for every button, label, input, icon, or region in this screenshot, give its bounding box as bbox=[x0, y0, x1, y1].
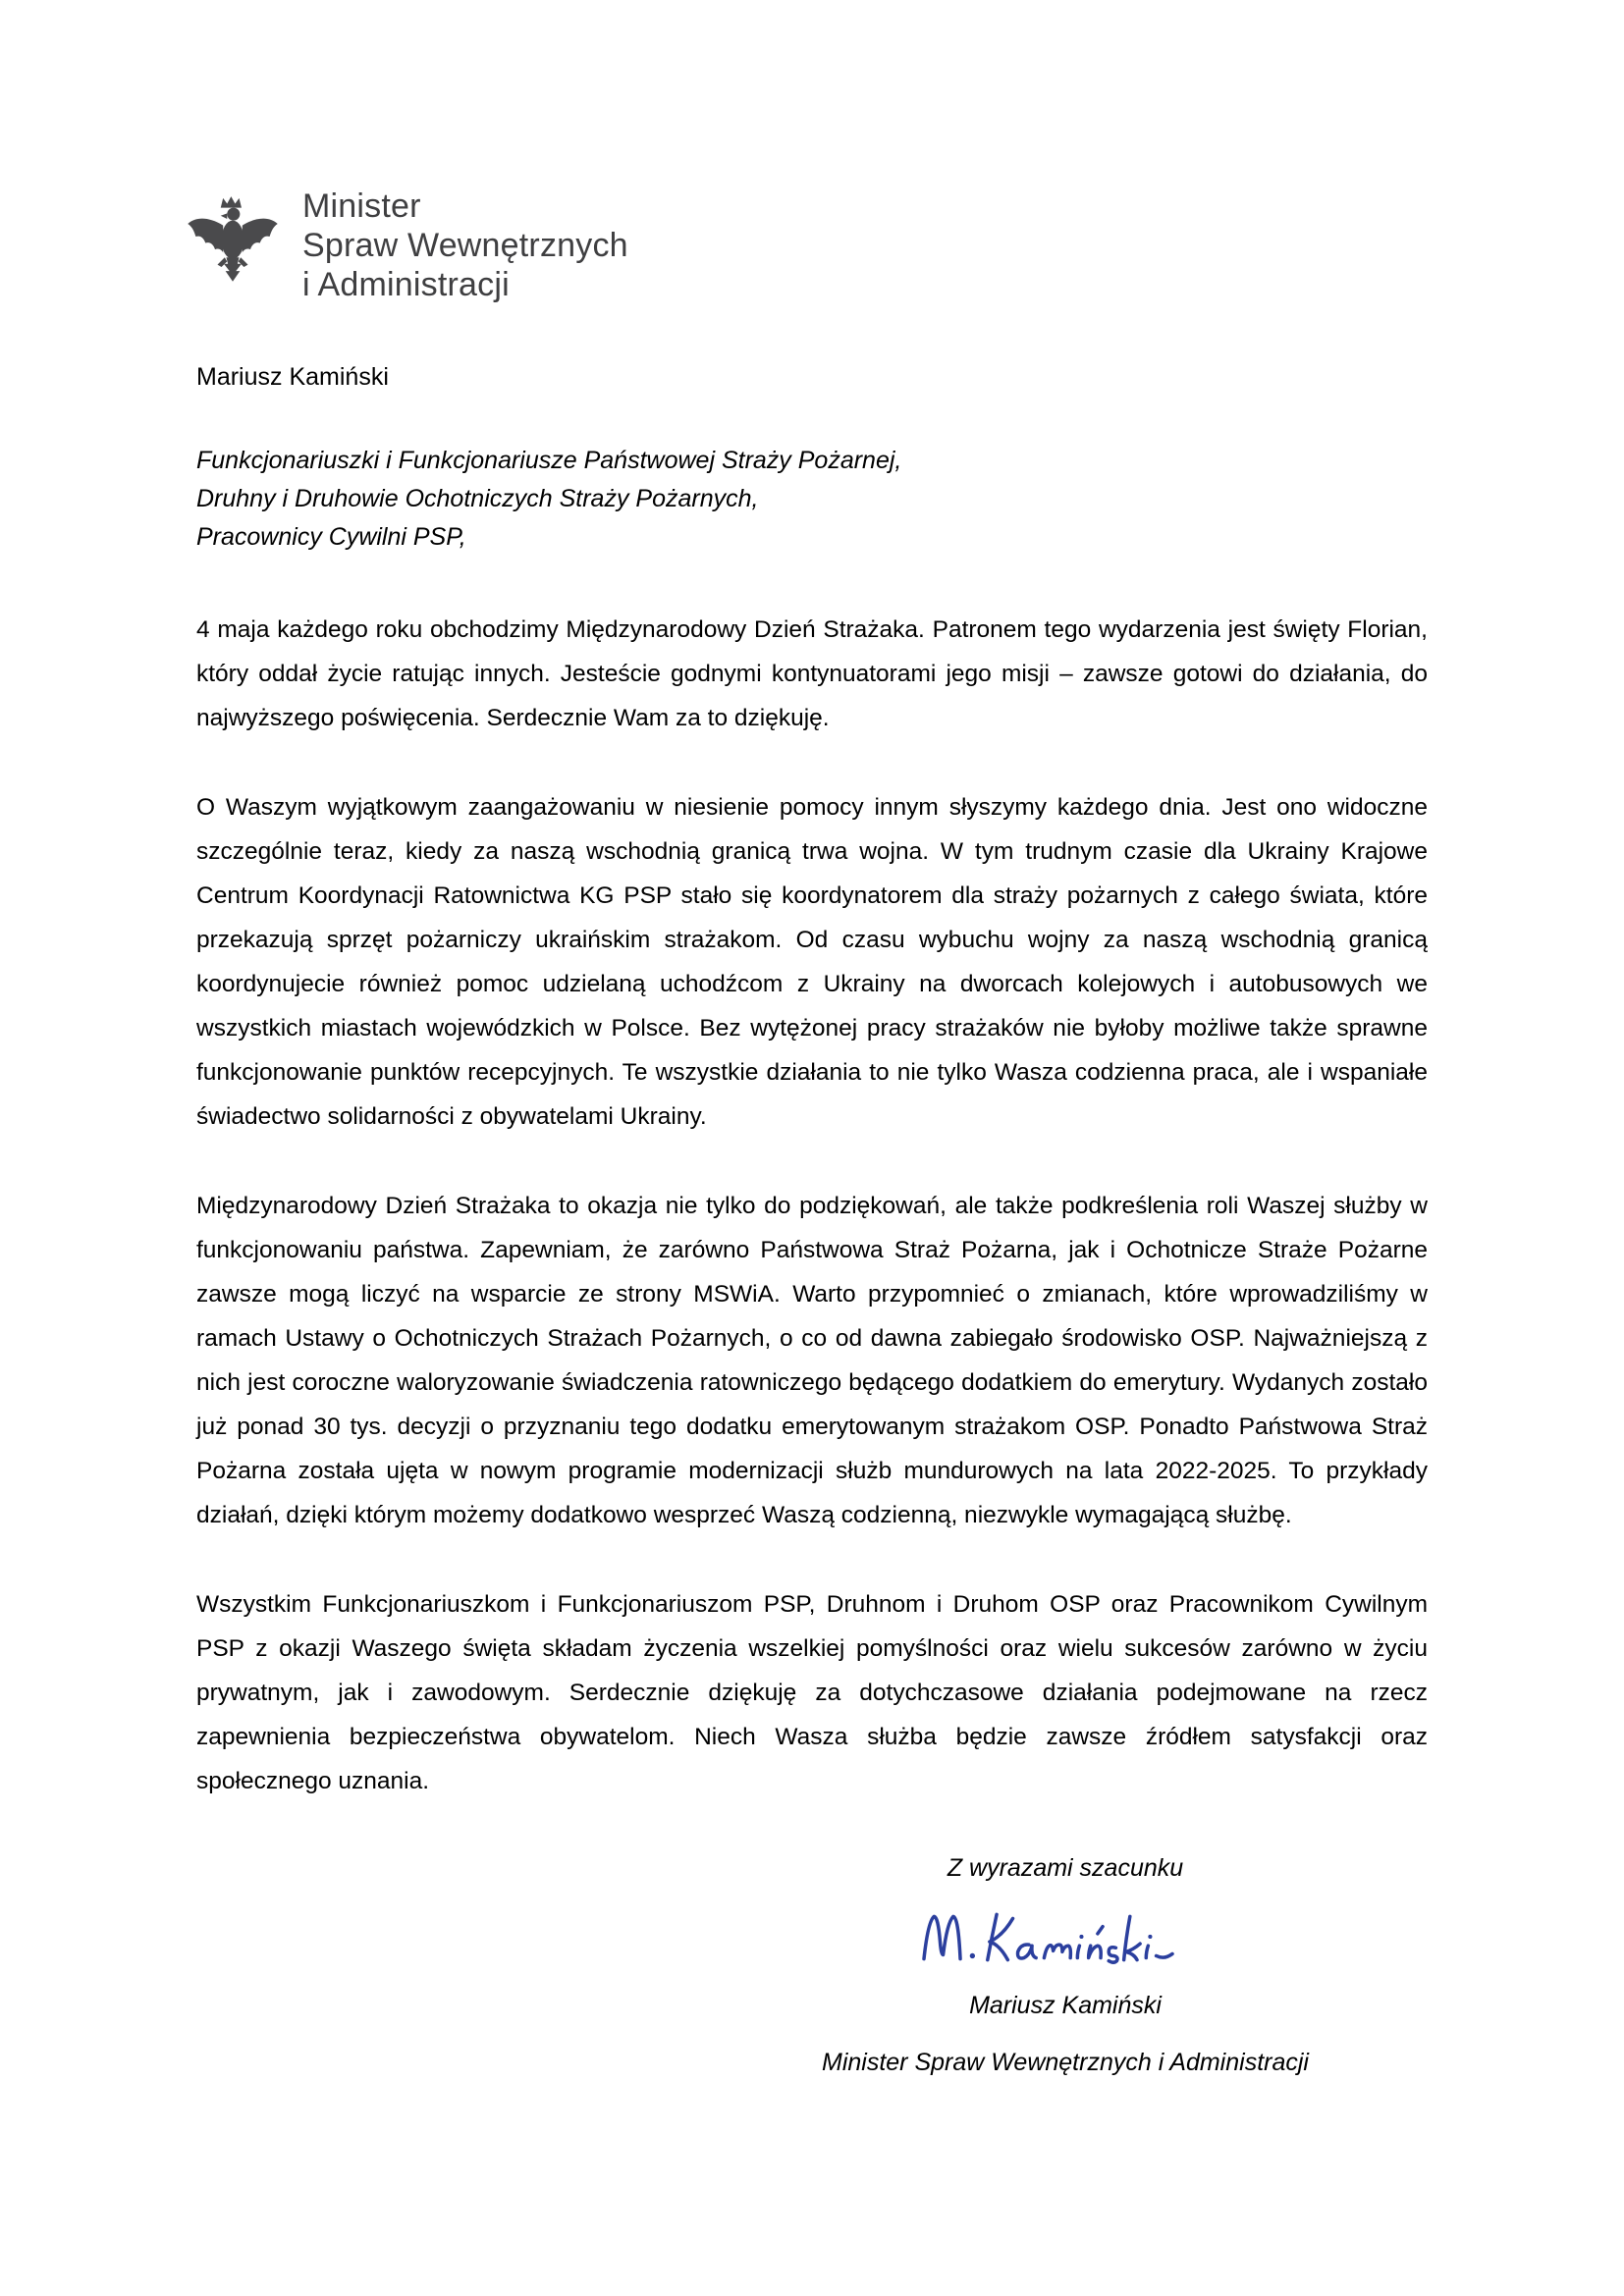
closing-block bbox=[756, 1852, 1375, 2078]
author-name: Mariusz Kamiński bbox=[196, 363, 389, 391]
salutation bbox=[196, 442, 1428, 557]
paragraph-2: O Waszym wyjątkowym zaangażowaniu w niesienie pomocy innym słyszymy każdego dnia. Jest ono widoczne szczególnie teraz, kiedy za naszą wschodnią granicą trwa wojna. W tym trudnym czasie dla Ukrainy Krajowe Centrum Koordynacji Ratownictwa KG PSP stało się koordynatorem dla straży pożarnych z całego świata, które przekazują sprzęt pożarniczy ukraińskim strażakom. Od czasu wybuchu wojny za naszą wschodnią granicą koordynujecie również pomoc udzielaną uchodźcom z Ukrainy na dworcach kolejowych i autobusowych we wszystkich miastach wojewódzkich w Polsce. Bez wytężonej pracy strażaków nie byłoby możliwe także sprawne funkcjonowanie punktów recepcyjnych. Te wszystkie działania to nie tylko Wasza codzienna praca, ale i wspaniałe świadectwo solidarności z obywatelami Ukrainy. bbox=[196, 794, 1428, 1130]
signature-ink-icon bbox=[913, 1903, 1218, 1974]
signatory-name: Mariusz Kamiński bbox=[969, 1992, 1162, 2019]
ministry-name bbox=[302, 187, 628, 304]
salutation-line-3: Pracownicy Cywilni PSP, bbox=[196, 523, 466, 551]
ministry-line-2: Spraw Wewnętrznych bbox=[302, 227, 628, 264]
salutation-line-1: Funkcjonariuszki i Funkcjonariusze Państwowej Straży Pożarnej, bbox=[196, 447, 902, 474]
paragraph-3: Międzynarodowy Dzień Strażaka to okazja nie tylko do podziękowań, ale także podkreślenia roli Waszej służby w funkcjonowaniu państwa. Zapewniam, że zarówno Państwowa Straż Pożarna, jak i Ochotnicze Straże Pożarne zawsze mogą liczyć na wsparcie ze strony MSWiA. Warto przypomnieć o zmianach, które wprowadziliśmy w ramach Ustawy o Ochotniczych Strażach Pożarnych, o co od dawna zabiegało środowisko OSP. Najważniejszą z nich jest coroczne waloryzowanie świadczenia ratowniczego będącego dodatkiem do emerytury. Wydanych zostało już ponad 30 tys. decyzji o przyznaniu tego dodatku emerytowanym strażakom OSP. Ponadto Państwowa Straż Pożarna została ujęta w nowym programie modernizacji służb mundurowych na lata 2022-2025. To przykłady działań, dzięki którym możemy dodatkowo wesprzeć Waszą codzienną, niezwykle wymagającą służbę. bbox=[196, 1193, 1428, 1528]
polish-eagle-emblem bbox=[185, 187, 281, 303]
letter-body bbox=[196, 608, 1428, 1803]
paragraph-4: Wszystkim Funkcjonariuszkom i Funkcjonariuszom PSP, Druhnom i Druhom OSP oraz Pracownikom Cywilnym PSP z okazji Waszego święta składam życzenia wszelkiej pomyślności oraz wielu sukcesów zarówno w życiu prywatnym, jak i zawodowym. Serdecznie dziękuję za dotychczasowe działania podejmowane na rzecz zapewnienia bezpieczeństwa obywatelom. Niech Wasza służba będzie zawsze źródłem satysfakcji oraz społecznego uznania. bbox=[196, 1591, 1428, 1794]
ministry-line-1: Minister bbox=[302, 187, 421, 225]
salutation-line-2: Druhny i Druhowie Ochotniczych Straży Pożarnych, bbox=[196, 485, 759, 512]
paragraph-1: 4 maja każdego roku obchodzimy Międzynarodowy Dzień Strażaka. Patronem tego wydarzenia jest święty Florian, który oddał życie ratując innych. Jesteście godnymi kontynuatorami jego misji – zawsze gotowi do działania, do najwyższego poświęcenia. Serdecznie Wam za to dziękuję. bbox=[196, 616, 1428, 731]
handwritten-signature bbox=[756, 1903, 1375, 1974]
ministry-line-3: i Administracji bbox=[302, 266, 510, 303]
closing-phrase: Z wyrazami szacunku bbox=[947, 1854, 1184, 1882]
letterhead bbox=[185, 187, 1428, 304]
signatory-title: Minister Spraw Wewnętrznych i Administracji bbox=[822, 2049, 1309, 2076]
